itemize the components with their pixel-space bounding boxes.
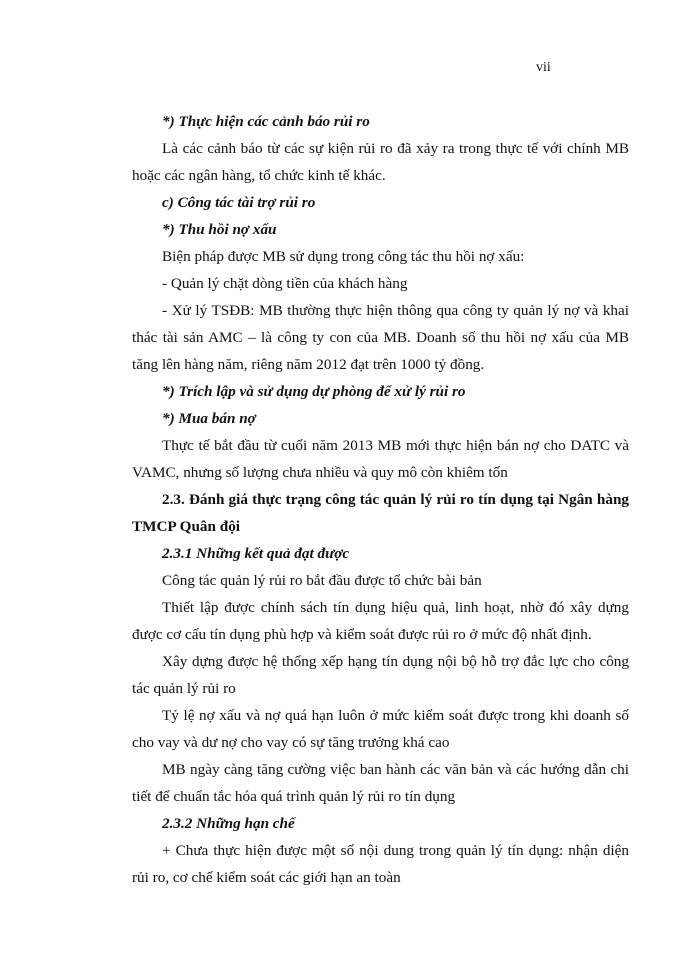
paragraph: Xây dựng được hệ thống xếp hạng tín dụng nội bộ hỗ trợ đắc lực cho công tác quản lý rủi ro bbox=[132, 653, 629, 697]
paragraph: Biện pháp được MB sử dụng trong công tác thu hồi nợ xấu: bbox=[162, 248, 525, 265]
heading-risk-financing: c) Công tác tài trợ rủi ro bbox=[162, 194, 316, 211]
paragraph: MB ngày càng tăng cường việc ban hành các văn bản và các hướng dẫn chi tiết để chuẩn tắc hóa quá trình quản lý rủi ro tín dụng bbox=[132, 761, 629, 805]
heading-debt-trading: *) Mua bán nợ bbox=[162, 410, 256, 427]
paragraph: - Xử lý TSĐB: MB thường thực hiện thông qua công ty quản lý nợ và khai thác tài sản AMC – là công ty con của MB. Doanh số thu hồi nợ xấu của MB tăng lên hàng năm, riêng năm 2012 đạt trên 1000 tỷ đồng. bbox=[132, 302, 629, 373]
paragraph: + Chưa thực hiện được một số nội dung trong quản lý tín dụng: nhận diện rủi ro, cơ chế kiểm soát các giới hạn an toàn bbox=[132, 842, 629, 886]
section-heading-2-3: 2.3. Đánh giá thực trạng công tác quản lý rủi ro tín dụng tại Ngân hàng TMCP Quân đội bbox=[132, 491, 629, 535]
paragraph: Thiết lập được chính sách tín dụng hiệu quả, linh hoạt, nhờ đó xây dựng được cơ cấu tín dụng phù hợp và kiểm soát được rủi ro ở mức độ nhất định. bbox=[132, 599, 629, 643]
heading-results-achieved: 2.3.1 Những kết quả đạt được bbox=[162, 545, 350, 562]
paragraph: Là các cảnh báo từ các sự kiện rủi ro đã xảy ra trong thực tế với chính MB hoặc các ngân hàng, tổ chức kinh tế khác. bbox=[132, 140, 629, 184]
paragraph: Tỷ lệ nợ xấu và nợ quá hạn luôn ở mức kiểm soát được trong khi doanh số cho vay và dư nợ cho vay có sự tăng trưởng khá cao bbox=[132, 707, 629, 751]
heading-bad-debt-recovery: *) Thu hồi nợ xấu bbox=[162, 221, 277, 238]
heading-risk-warnings: *) Thực hiện các cảnh báo rủi ro bbox=[162, 113, 370, 130]
document-body bbox=[132, 108, 629, 891]
paragraph: Thực tế bắt đầu từ cuối năm 2013 MB mới thực hiện bán nợ cho DATC và VAMC, nhưng số lượng chưa nhiều và quy mô còn khiêm tốn bbox=[132, 437, 629, 481]
paragraph: Công tác quản lý rủi ro bắt đầu được tổ chức bài bản bbox=[162, 572, 482, 589]
paragraph: - Quản lý chặt dòng tiền của khách hàng bbox=[162, 275, 408, 292]
heading-limitations: 2.3.2 Những hạn chế bbox=[162, 815, 295, 832]
page-number: vii bbox=[536, 60, 551, 75]
heading-provisioning: *) Trích lập và sử dụng dự phòng để xử lý rủi ro bbox=[162, 383, 466, 400]
